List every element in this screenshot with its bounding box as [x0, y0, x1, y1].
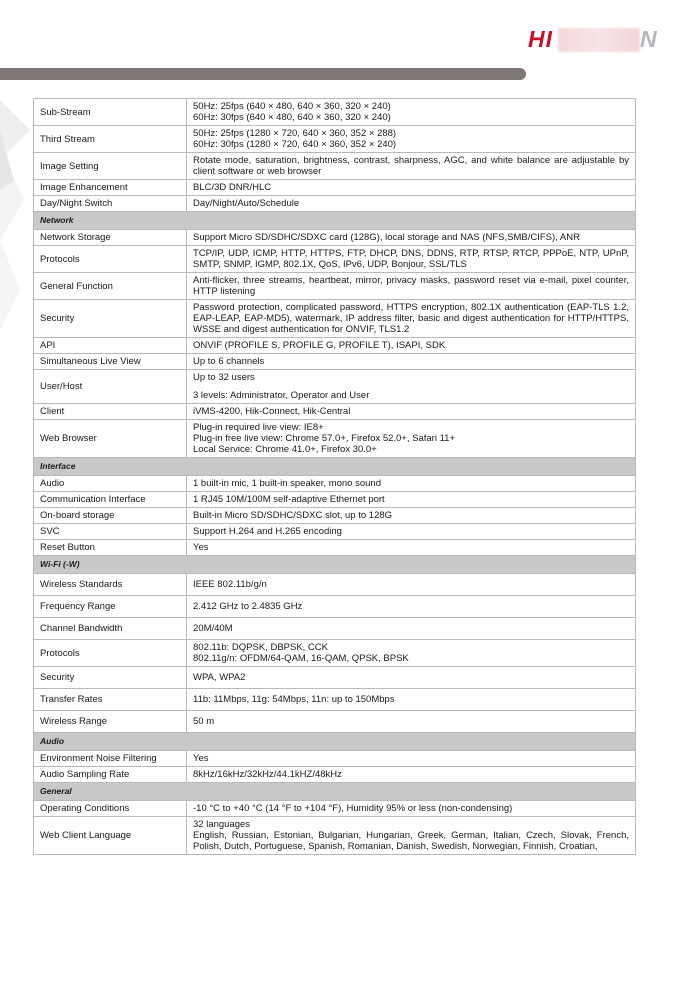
logo-right-letters: N	[640, 26, 658, 52]
section-title: Interface	[34, 458, 636, 476]
spec-value	[187, 230, 636, 246]
spec-label: User/Host	[34, 370, 187, 404]
spec-value-line: Anti-flicker, three streams, heartbeat, mirror, privacy masks, password reset via e-mail, pixel counter, HTTP listening	[193, 275, 629, 297]
spec-table	[33, 98, 636, 855]
spec-row	[34, 524, 636, 540]
spec-value	[187, 640, 636, 667]
spec-value	[187, 99, 636, 126]
spec-label: Wireless Standards	[34, 574, 187, 596]
spec-value-line: Local Service: Chrome 41.0+, Firefox 30.0+	[193, 444, 377, 455]
spec-label: Wireless Range	[34, 711, 187, 733]
spec-value-line: ONVIF (PROFILE S, PROFILE G, PROFILE T), ISAPI, SDK	[193, 340, 446, 351]
spec-label: Channel Bandwidth	[34, 618, 187, 640]
spec-value-line: 1 built-in mic, 1 built-in speaker, mono sound	[193, 478, 381, 489]
section-header	[34, 733, 636, 751]
section-title: Network	[34, 212, 636, 230]
section-header	[34, 556, 636, 574]
spec-value	[187, 574, 636, 596]
spec-value	[187, 767, 636, 783]
logo-blurred-area	[558, 28, 640, 52]
spec-value-line: 20M/40M	[193, 623, 233, 634]
spec-value-line: 60Hz: 30fps (640 × 480, 640 × 360, 320 × 240)	[193, 112, 391, 123]
spec-value	[187, 476, 636, 492]
spec-row	[34, 711, 636, 733]
spec-row	[34, 618, 636, 640]
spec-value-line: Support H.264 and H.265 encoding	[193, 526, 342, 537]
spec-row	[34, 767, 636, 783]
spec-row	[34, 476, 636, 492]
spec-value	[187, 618, 636, 640]
spec-row	[34, 246, 636, 273]
section-header	[34, 458, 636, 476]
spec-label: General Function	[34, 273, 187, 300]
spec-value-line: 50 m	[193, 716, 215, 727]
spec-row	[34, 196, 636, 212]
spec-label: Protocols	[34, 246, 187, 273]
spec-label: On-board storage	[34, 508, 187, 524]
spec-label: API	[34, 338, 187, 354]
spec-value	[187, 246, 636, 273]
spec-value-line: 8kHz/16kHz/32kHz/44.1kHZ/48kHz	[193, 769, 342, 780]
spec-value	[187, 751, 636, 767]
header-bar	[0, 68, 526, 80]
logo-left-letters: HI	[528, 26, 553, 52]
spec-value-line: 802.11b: DQPSK, DBPSK, CCK	[193, 642, 328, 653]
spec-label: Operating Conditions	[34, 801, 187, 817]
spec-value-line: IEEE 802.11b/g/n	[193, 579, 267, 590]
spec-value	[187, 338, 636, 354]
spec-label: Security	[34, 667, 187, 689]
spec-row	[34, 354, 636, 370]
spec-value-line: 11b: 11Mbps, 11g: 54Mbps, 11n: up to 150Mbps	[193, 694, 395, 705]
spec-row	[34, 153, 636, 180]
spec-label: Frequency Range	[34, 596, 187, 618]
spec-label: Security	[34, 300, 187, 338]
spec-value	[187, 508, 636, 524]
spec-value-line: Plug-in required live view: IE8+	[193, 422, 324, 433]
spec-value-line: iVMS-4200, Hik-Connect, Hik-Central	[193, 406, 351, 417]
spec-row	[34, 230, 636, 246]
spec-value	[187, 801, 636, 817]
spec-row	[34, 640, 636, 667]
spec-value	[187, 817, 636, 855]
spec-row	[34, 180, 636, 196]
spec-row	[34, 574, 636, 596]
spec-value-line: Built-in Micro SD/SDHC/SDXC slot, up to 128G	[193, 510, 393, 521]
spec-label: Web Browser	[34, 420, 187, 458]
spec-label: Simultaneous Live View	[34, 354, 187, 370]
spec-value-line: TCP/IP, UDP, ICMP, HTTP, HTTPS, FTP, DHCP, DNS, DDNS, RTP, RTSP, RTCP, PPPoE, NTP, UPnP, SMTP, SNMP, IGMP, 802.1X, QoS, IPv6, UDP, Bonjour, SSL/TLS	[193, 248, 629, 270]
spec-row	[34, 751, 636, 767]
spec-value-line: Up to 32 users	[193, 372, 255, 383]
spec-value-line: 802.11g/n: OFDM/64-QAM, 16-QAM, QPSK, BPSK	[193, 653, 409, 664]
spec-value	[187, 420, 636, 458]
spec-row	[34, 420, 636, 458]
spec-value-line: 2.412 GHz to 2.4835 GHz	[193, 601, 303, 612]
section-header	[34, 783, 636, 801]
spec-value	[187, 596, 636, 618]
spec-value	[187, 196, 636, 212]
spec-label: Network Storage	[34, 230, 187, 246]
spec-value-line: 3 levels: Administrator, Operator and User	[193, 390, 370, 401]
spec-label: Client	[34, 404, 187, 420]
spec-value-line: 32 languages	[193, 819, 251, 830]
spec-label: Protocols	[34, 640, 187, 667]
spec-value	[187, 180, 636, 196]
spec-value-line: Day/Night/Auto/Schedule	[193, 198, 300, 209]
spec-row	[34, 338, 636, 354]
spec-value-line: WPA, WPA2	[193, 672, 246, 683]
spec-value-line: 1 RJ45 10M/100M self-adaptive Ethernet port	[193, 494, 385, 505]
spec-value-line: -10 °C to +40 °C (14 °F to +104 °F), Humidity 95% or less (non-condensing)	[193, 803, 513, 814]
spec-row	[34, 596, 636, 618]
spec-row	[34, 273, 636, 300]
spec-value	[187, 689, 636, 711]
spec-row	[34, 817, 636, 855]
spec-label: Day/Night Switch	[34, 196, 187, 212]
spec-value-line: 50Hz: 25fps (1280 × 720, 640 × 360, 352 × 288)	[193, 128, 397, 139]
spec-value-line: Password protection, complicated password, HTTPS encryption, 802.1X authentication (EAP-TLS 1.2, EAP-LEAP, EAP-MD5), watermark, IP address filter, basic and digest authentication for HTTP/HTTPS, WSSE and digest authentication for ONVIF, TLS1.2	[193, 302, 629, 335]
spec-value	[187, 524, 636, 540]
spec-row	[34, 370, 636, 404]
spec-value-line: English, Russian, Estonian, Bulgarian, Hungarian, Greek, German, Italian, Czech, Slovak, French, Polish, Dutch, Portuguese, Spanish, Romanian, Danish, Swedish, Norwegian, Finnish, Croatian,	[193, 830, 629, 852]
spec-value	[187, 370, 636, 404]
spec-row	[34, 300, 636, 338]
spec-row	[34, 667, 636, 689]
spec-value-line: Up to 6 channels	[193, 356, 265, 367]
spec-label: Audio Sampling Rate	[34, 767, 187, 783]
spec-value-line: Plug-in free live view: Chrome 57.0+, Firefox 52.0+, Safari 11+	[193, 433, 455, 444]
spec-label: Sub-Stream	[34, 99, 187, 126]
spec-table-body	[34, 99, 636, 855]
spec-value	[187, 300, 636, 338]
spec-value-line: 60Hz: 30fps (1280 × 720, 640 × 360, 352 × 240)	[193, 139, 397, 150]
spec-value	[187, 492, 636, 508]
section-title: Audio	[34, 733, 636, 751]
spec-value	[187, 667, 636, 689]
spec-row	[34, 126, 636, 153]
spec-row	[34, 508, 636, 524]
spec-label: Reset Button	[34, 540, 187, 556]
spec-label: Environment Noise Filtering	[34, 751, 187, 767]
spec-label: Image Enhancement	[34, 180, 187, 196]
spec-label: Audio	[34, 476, 187, 492]
spec-label: Third Stream	[34, 126, 187, 153]
spec-value	[187, 273, 636, 300]
spec-label: Communication Interface	[34, 492, 187, 508]
spec-label: SVC	[34, 524, 187, 540]
section-title: General	[34, 783, 636, 801]
spec-row	[34, 689, 636, 711]
spec-value-line: Yes	[193, 542, 209, 553]
spec-value-line: Rotate mode, saturation, brightness, contrast, sharpness, AGC, and white balance are adjustable by client software or web browser	[193, 155, 629, 177]
spec-value	[187, 126, 636, 153]
spec-value	[187, 711, 636, 733]
spec-row	[34, 404, 636, 420]
spec-value-line: BLC/3D DNR/HLC	[193, 182, 272, 193]
spec-row	[34, 540, 636, 556]
spec-row	[34, 801, 636, 817]
spec-value-line: 50Hz: 25fps (640 × 480, 640 × 360, 320 × 240)	[193, 101, 391, 112]
spec-row	[34, 492, 636, 508]
spec-value	[187, 153, 636, 180]
spec-value-line: Yes	[193, 753, 209, 764]
spec-row	[34, 99, 636, 126]
spec-label: Image Setting	[34, 153, 187, 180]
spec-value	[187, 540, 636, 556]
brand-logo	[528, 26, 663, 56]
spec-value	[187, 354, 636, 370]
spec-label: Transfer Rates	[34, 689, 187, 711]
spec-value-line: Support Micro SD/SDHC/SDXC card (128G), local storage and NAS (NFS,SMB/CIFS), ANR	[193, 232, 580, 243]
section-header	[34, 212, 636, 230]
spec-label: Web Client Language	[34, 817, 187, 855]
section-title: Wi-Fi (-W)	[34, 556, 636, 574]
spec-value	[187, 404, 636, 420]
